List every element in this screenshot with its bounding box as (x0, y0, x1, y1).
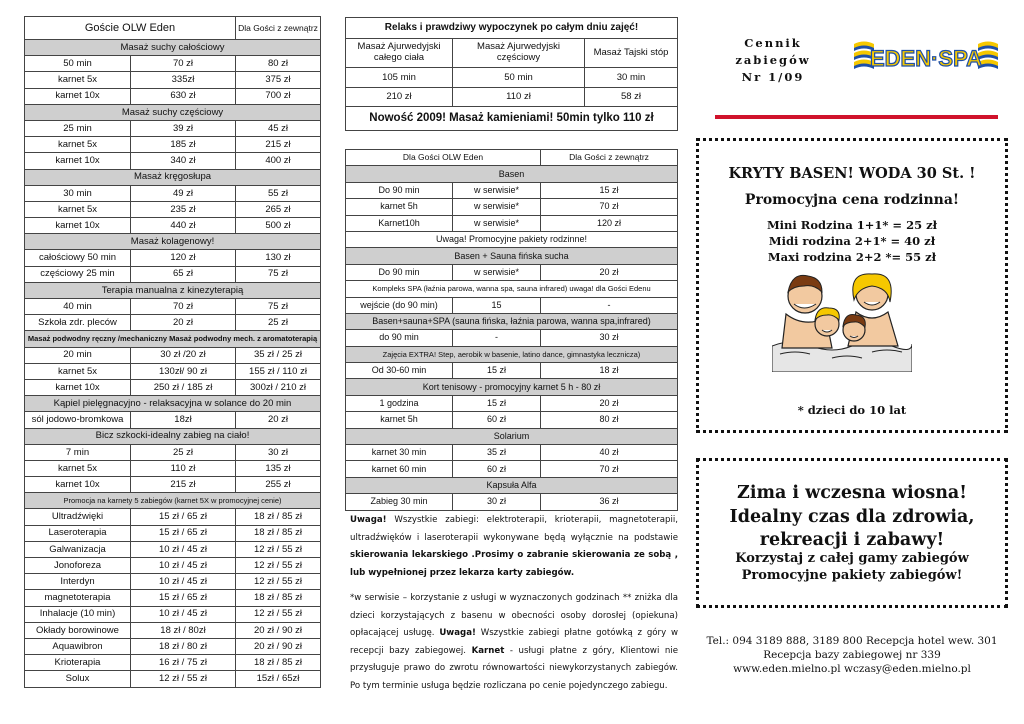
eden-spa-logo (852, 38, 1000, 74)
table-row (25, 606, 321, 622)
price-list-title (725, 35, 821, 86)
table-row (25, 299, 321, 315)
section-row (346, 428, 678, 444)
section-row (346, 166, 678, 182)
table-row (25, 541, 321, 557)
table-cell: karnet 10x (25, 88, 131, 104)
section-row (25, 331, 321, 347)
table-cell: 215 zł (236, 137, 321, 153)
table-cell: 25 zł (131, 444, 236, 460)
table-cell: 340 zł (131, 153, 236, 169)
section-label: Kort tenisowy - promocyjny karnet 5 h - 80 zł (346, 379, 678, 395)
table-cell: 110 zł (131, 460, 236, 476)
section-row (25, 282, 321, 298)
table-cell: w serwisie* (453, 215, 541, 231)
winter-promo-box (696, 458, 1008, 608)
table-cell: 15 zł (453, 363, 541, 379)
table-cell: 7 min (25, 444, 131, 460)
notes-bold: Uwaga! (439, 628, 476, 638)
table-cell: 36 zł (541, 494, 678, 510)
table-cell: 375 zł (236, 72, 321, 88)
table-cell: 18 zł / 80 zł (131, 638, 236, 654)
table-cell: Krioterapia (25, 655, 131, 671)
table-row (25, 153, 321, 169)
table-cell: całościowy 50 min (25, 250, 131, 266)
table-row (25, 379, 321, 395)
table-cell: w serwisie* (453, 182, 541, 198)
table-cell: karnet 5x (25, 460, 131, 476)
table-cell: 20 zł / 90 zł (236, 622, 321, 638)
table-row (25, 574, 321, 590)
table-cell: 39 zł (131, 120, 236, 136)
table-cell: 120 zł (131, 250, 236, 266)
table-cell: 130zł/ 90 zł (131, 363, 236, 379)
table-row (346, 297, 678, 313)
section-label: Basen+sauna+SPA (sauna fińska, łaźnia parowa, wanna spa,infrared) (346, 313, 678, 329)
table-cell: sól jodowo-bromkowa (25, 412, 131, 428)
table-cell: Laseroterapia (25, 525, 131, 541)
header-cell: Dla Gości OLW Eden (346, 150, 541, 166)
section-label: Basen (346, 166, 678, 182)
table-row (25, 655, 321, 671)
winter-line: rekreacji i zabawy! (759, 530, 945, 550)
red-divider (715, 115, 998, 119)
header-cell: Goście OLW Eden (25, 17, 236, 40)
table-cell: karnet 5x (25, 72, 131, 88)
table-row (25, 477, 321, 493)
table-cell: Aquawibron (25, 638, 131, 654)
table-row (346, 330, 678, 346)
contact-web-email[interactable]: www.eden.mielno.pl wczasy@eden.mielno.pl (733, 663, 971, 675)
news-banner: Nowość 2009! Masaż kamieniami! 50min tylko 110 zł (346, 107, 678, 131)
table-cell: 10 zł / 45 zł (131, 574, 236, 590)
relax-title: Relaks i prawdziwy wypoczynek po całym dniu zajęć! (346, 18, 678, 39)
table-cell: 80 zł (236, 56, 321, 72)
table-cell: 16 zł / 75 zł (131, 655, 236, 671)
table-row (25, 509, 321, 525)
table-cell: 30 zł /20 zł (131, 347, 236, 363)
winter-line: Korzystaj z całej gamy zabiegów (735, 551, 969, 566)
table-cell: 60 zł (453, 412, 541, 428)
table-cell: 55 zł (236, 185, 321, 201)
table-cell: 18 zł / 80zł (131, 622, 236, 638)
title-line: Nr 1/09 (741, 70, 805, 84)
relax-cell: 58 zł (585, 87, 678, 107)
table-cell: 45 zł (236, 120, 321, 136)
contact-phone: Tel.: 094 3189 888, 3189 800 Recepcja hotel wew. 301 (706, 635, 998, 647)
table-row (25, 525, 321, 541)
title-line: Cennik (744, 36, 802, 50)
table-cell: Od 30-60 min (346, 363, 453, 379)
winter-line: Zima i wczesna wiosna! (737, 483, 967, 503)
table-cell: częściowy 25 min (25, 266, 131, 282)
table-row (25, 56, 321, 72)
section-label: Uwaga! Promocyjne pakiety rodzinne! (346, 231, 678, 247)
table-row (25, 266, 321, 282)
header-cell: Dla Gości z zewnątrz (236, 17, 321, 40)
table-cell: 1 godzina (346, 395, 453, 411)
table-cell: 15 zł / 65 zł (131, 509, 236, 525)
table-cell: 49 zł (131, 185, 236, 201)
table-row (25, 347, 321, 363)
table-cell: 12 zł / 55 zł (236, 558, 321, 574)
table-row (25, 120, 321, 136)
table-cell: karnet 5h (346, 199, 453, 215)
table-cell: w serwisie* (453, 199, 541, 215)
table-cell: 500 zł (236, 218, 321, 234)
section-row (346, 313, 678, 329)
table-cell: 20 zł (541, 264, 678, 280)
table-cell: Interdyn (25, 574, 131, 590)
table-row (25, 72, 321, 88)
table-cell: 15 (453, 297, 541, 313)
table-row (346, 494, 678, 510)
table-cell: Inhalacje (10 min) (25, 606, 131, 622)
table-row (25, 201, 321, 217)
table-cell: 700 zł (236, 88, 321, 104)
section-label: Kapsuła Alfa (346, 477, 678, 493)
table-cell: 75 zł (236, 266, 321, 282)
section-label: Masaż kolagenowy! (25, 234, 321, 250)
section-row (25, 104, 321, 120)
section-label: Terapia manualna z kinezyterapią (25, 282, 321, 298)
table-cell: 335zł (131, 72, 236, 88)
relax-cell: 110 zł (453, 87, 585, 107)
section-label: Kąpiel pielęgnacyjno - relaksacyjna w solance do 20 min (25, 396, 321, 412)
table-cell: Solux (25, 671, 131, 687)
table-cell: 155 zł / 110 zł (236, 363, 321, 379)
table-cell: 20 zł (541, 395, 678, 411)
table-cell: Okłady borowinowe (25, 622, 131, 638)
section-row (346, 281, 678, 297)
relax-massage-table (345, 17, 678, 131)
table-row (25, 137, 321, 153)
table-cell: 75 zł (236, 299, 321, 315)
table-cell: 130 zł (236, 250, 321, 266)
table-cell: 235 zł (131, 201, 236, 217)
relax-header: Masaż Ajurwedyjski częściowy (453, 39, 585, 68)
notes-bold: skierowania lekarskiego .Prosimy o zabranie skierowania ze sobą , lub wypełnionej przez lekarza karty zabiegów. (350, 550, 678, 578)
table-cell: 25 min (25, 120, 131, 136)
table-cell: 15zł / 65zł (236, 671, 321, 687)
table-cell: Ultradźwięki (25, 509, 131, 525)
table-row (346, 182, 678, 198)
relax-cell: 210 zł (346, 87, 453, 107)
table-cell: 30 zł (453, 494, 541, 510)
section-label: Bicz szkocki-idealny zabieg na ciało! (25, 428, 321, 444)
section-row (25, 493, 321, 509)
section-row (346, 248, 678, 264)
section-label: Basen + Sauna fińska sucha (346, 248, 678, 264)
pool-promo-line: Mini Rodzina 1+1* = 25 zł (766, 218, 938, 232)
table-row (25, 363, 321, 379)
section-row (25, 234, 321, 250)
table-cell: 30 zł (236, 444, 321, 460)
section-label: Masaż podwodny ręczny /mechaniczny Masaż podwodny mech. z aromatoterapią (25, 331, 321, 347)
notes-text: Wszystkie zabiegi: elektroterapii, krioterapii, magnetoterapii, ultradźwięków i laseroterapii wykonywane będą wyłącznie na podstawie (350, 515, 678, 543)
table-cell: karnet 10x (25, 153, 131, 169)
table-cell: 15 zł / 65 zł (131, 590, 236, 606)
table-cell: Karnet10h (346, 215, 453, 231)
section-label: Solarium (346, 428, 678, 444)
table-row (25, 250, 321, 266)
logo-text: EDEN·SPA (869, 46, 983, 71)
pool-promo-line: Midi rodzina 2+1* = 40 zł (768, 234, 936, 248)
winter-line: Idealny czas dla zdrowia, (729, 507, 975, 527)
table-cell: 12 zł / 55 zł (236, 574, 321, 590)
table-cell: karnet 5x (25, 363, 131, 379)
table-cell: 15 zł (453, 395, 541, 411)
table-cell: 15 zł / 65 zł (131, 525, 236, 541)
pool-price-table (345, 149, 678, 511)
table-cell: 630 zł (131, 88, 236, 104)
table-row (25, 671, 321, 687)
table-row (346, 445, 678, 461)
winter-line: Promocyjne pakiety zabiegów! (741, 568, 963, 583)
table-cell: 120 zł (541, 215, 678, 231)
table-cell: - (541, 297, 678, 313)
table-cell: 18 zł (541, 363, 678, 379)
table-row (25, 622, 321, 638)
pool-promo-line: Maxi rodzina 2+2 *= 55 zł (767, 250, 937, 264)
notes (350, 512, 678, 703)
relax-cell: 30 min (585, 68, 678, 88)
table-cell: - (453, 330, 541, 346)
table-header-row (346, 150, 678, 166)
table-cell: 10 zł / 45 zł (131, 558, 236, 574)
table-row (25, 590, 321, 606)
section-row (25, 396, 321, 412)
table-cell: 80 zł (541, 412, 678, 428)
table-cell: 35 zł / 25 zł (236, 347, 321, 363)
table-cell: 250 zł / 185 zł (131, 379, 236, 395)
section-label: Masaż suchy częściowy (25, 104, 321, 120)
notes-text: Wszystkie zabiegi płatne gotówką z góry w recepcji bazy zabiegowej. (350, 628, 678, 656)
table-cell: 255 zł (236, 477, 321, 493)
section-label: Masaż kręgosłupa (25, 169, 321, 185)
section-row (25, 40, 321, 56)
section-row (25, 428, 321, 444)
notes-text: *w serwisie – korzystanie z usługi w wyznaczonych godzinach ** zniżka dla dzieci korzystających z basenu w obecności osoby dorosłej (opiekuna) opłacającej usługę. (350, 593, 678, 638)
table-cell: 15 zł (541, 182, 678, 198)
table-cell: 440 zł (131, 218, 236, 234)
table-cell: 10 zł / 45 zł (131, 541, 236, 557)
section-label: Promocja na karnety 5 zabiegów (karnet 5X w promocyjnej cenie) (25, 493, 321, 509)
table-cell: 65 zł (131, 266, 236, 282)
table-cell: 70 zł (541, 199, 678, 215)
table-cell: 12 zł / 55 zł (131, 671, 236, 687)
table-row (25, 88, 321, 104)
pool-promo-title: KRYTY BASEN! WODA 30 St. ! (728, 165, 976, 182)
section-label: Zajęcia EXTRA! Step, aerobik w basenie, latino dance, gimnastyka lecznicza) (346, 346, 678, 362)
table-cell: 265 zł (236, 201, 321, 217)
table-cell: 70 zł (131, 56, 236, 72)
section-label: Kompleks SPA (łaźnia parowa, wanna spa, sauna infrared) uwaga! dla Gości Edenu (346, 281, 678, 297)
table-cell: 12 zł / 55 zł (236, 541, 321, 557)
table-cell: do 90 min (346, 330, 453, 346)
table-cell: Do 90 min (346, 264, 453, 280)
notes-lead: Uwaga! (350, 515, 387, 525)
table-cell: karnet 10x (25, 218, 131, 234)
table-cell: karnet 5x (25, 137, 131, 153)
table-cell: magnetoterapia (25, 590, 131, 606)
family-illustration (772, 268, 912, 372)
table-cell: 18 zł / 85 zł (236, 590, 321, 606)
table-cell: 12 zł / 55 zł (236, 606, 321, 622)
table-row (25, 444, 321, 460)
table-row (25, 412, 321, 428)
relax-cell: 50 min (453, 68, 585, 88)
table-row (25, 218, 321, 234)
table-cell: 135 zł (236, 460, 321, 476)
table-row (25, 460, 321, 476)
notes-bold: Karnet (471, 645, 505, 656)
table-cell: 20 zł (236, 412, 321, 428)
table-row (25, 185, 321, 201)
section-label: Masaż suchy całościowy (25, 40, 321, 56)
section-row (346, 231, 678, 247)
table-row (346, 264, 678, 280)
table-cell: karnet 60 min (346, 461, 453, 477)
table-cell: 18 zł / 85 zł (236, 655, 321, 671)
pool-promo-footnote: * dzieci do 10 lat (797, 403, 907, 417)
table-cell: karnet 5x (25, 201, 131, 217)
header-cell: Dla Gości z zewnątrz (541, 150, 678, 166)
table-cell: 25 zł (236, 315, 321, 331)
title-line: zabiegów (735, 53, 811, 67)
notes-text: - usługi płatne z góry, Klientowi nie przysługuje prawo do zwrotu równowartości niewykorzystanych zabiegów. Po tym terminie usługa będzie rozliczana po cenie pojedynczego zabiegu. (350, 645, 678, 691)
table-row (346, 215, 678, 231)
table-cell: 10 zł / 45 zł (131, 606, 236, 622)
table-row (346, 395, 678, 411)
table-cell: wejście (do 90 min) (346, 297, 453, 313)
table-row (346, 363, 678, 379)
table-row (25, 638, 321, 654)
table-header-row (25, 17, 321, 40)
table-cell: 215 zł (131, 477, 236, 493)
pool-promo-subtitle: Promocyjna cena rodzinna! (744, 192, 960, 208)
section-row (346, 477, 678, 493)
table-cell: 30 min (25, 185, 131, 201)
table-cell: Galwanizacja (25, 541, 131, 557)
table-cell: karnet 10x (25, 477, 131, 493)
table-cell: Zabieg 30 min (346, 494, 453, 510)
table-cell: 35 zł (453, 445, 541, 461)
section-row (346, 379, 678, 395)
relax-cell: 105 min (346, 68, 453, 88)
table-cell: 18zł (131, 412, 236, 428)
table-cell: 20 min (25, 347, 131, 363)
notes-paragraph-1 (350, 512, 678, 582)
table-cell: Do 90 min (346, 182, 453, 198)
table-cell: 400 zł (236, 153, 321, 169)
table-cell: 40 zł (541, 445, 678, 461)
table-cell: karnet 30 min (346, 445, 453, 461)
table-cell: 70 zł (131, 299, 236, 315)
table-cell: 300zł / 210 zł (236, 379, 321, 395)
table-cell: 30 zł (541, 330, 678, 346)
table-row (346, 199, 678, 215)
relax-header: Masaż Ajurwedyjski całego ciała (346, 39, 453, 68)
notes-paragraph-2 (350, 590, 678, 695)
table-cell: Jonoforeza (25, 558, 131, 574)
table-row (346, 412, 678, 428)
contact-reception: Recepcja bazy zabiegowej nr 339 (763, 649, 941, 661)
table-cell: 20 zł (131, 315, 236, 331)
relax-header: Masaż Tajski stóp (585, 39, 678, 68)
table-cell: 18 zł / 85 zł (236, 509, 321, 525)
table-cell: 18 zł / 85 zł (236, 525, 321, 541)
table-cell: Szkoła zdr. pleców (25, 315, 131, 331)
table-cell: karnet 5h (346, 412, 453, 428)
contact-info (700, 634, 1004, 676)
left-price-table (24, 16, 321, 688)
table-cell: w serwisie* (453, 264, 541, 280)
section-row (346, 346, 678, 362)
table-cell: 70 zł (541, 461, 678, 477)
table-cell: 60 zł (453, 461, 541, 477)
table-cell: 185 zł (131, 137, 236, 153)
section-row (25, 169, 321, 185)
table-cell: 40 min (25, 299, 131, 315)
table-cell: 50 min (25, 56, 131, 72)
table-row (25, 558, 321, 574)
table-row (25, 315, 321, 331)
table-cell: karnet 10x (25, 379, 131, 395)
table-cell: 20 zł / 90 zł (236, 638, 321, 654)
table-row (346, 461, 678, 477)
